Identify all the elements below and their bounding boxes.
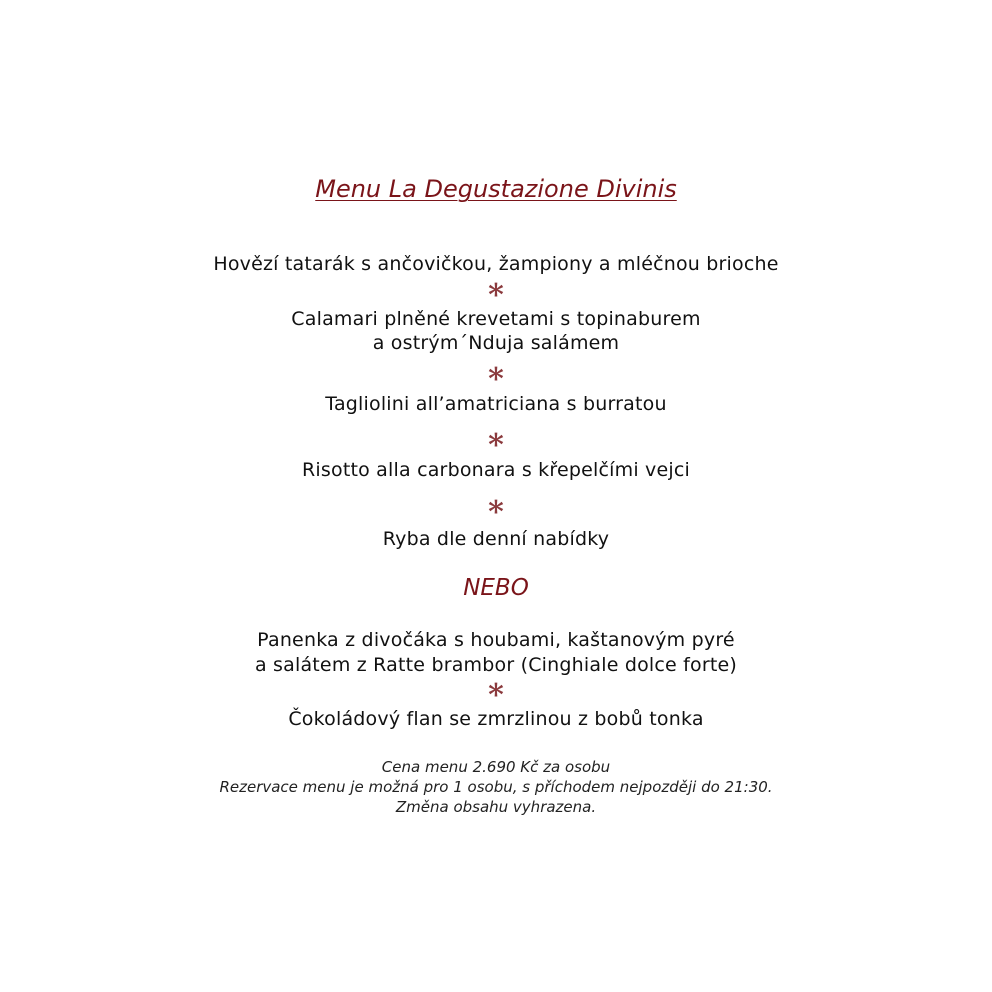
change-note: Změna obsahu vyhrazena. [395,798,597,816]
separator-star: * [488,428,504,463]
separator-star: * [488,278,504,313]
alternative-label: NEBO [463,575,529,601]
course-6-line-1: Panenka z divočáka s houbami, kaštanovým pyré [257,629,735,651]
course-3: Tagliolini all’amatriciana s burratou [325,393,667,415]
reservation-note: Rezervace menu je možná pro 1 osobu, s příchodem nejpozději do 21:30. [219,778,773,796]
separator-star: * [488,678,504,713]
course-1: Hovězí tatarák s ančovičkou, žampiony a mléčnou brioche [213,253,779,275]
course-2-line-1: Calamari plněné krevetami s topinaburem [291,308,701,330]
course-4: Risotto alla carbonara s křepelčími vejci [302,459,690,481]
course-7: Čokoládový flan se zmrzlinou z bobů tonka [288,708,704,730]
menu-title: Menu La Degustazione Divinis [315,175,677,203]
course-6-line-2: a salátem z Ratte brambor (Cinghiale dolce forte) [254,654,738,676]
separator-star: * [488,495,504,530]
separator-star: * [488,362,504,397]
course-2-line-2: a ostrým´Nduja salámem [372,332,620,354]
price-note: Cena menu 2.690 Kč za osobu [381,758,611,776]
course-5: Ryba dle denní nabídky [382,528,610,550]
